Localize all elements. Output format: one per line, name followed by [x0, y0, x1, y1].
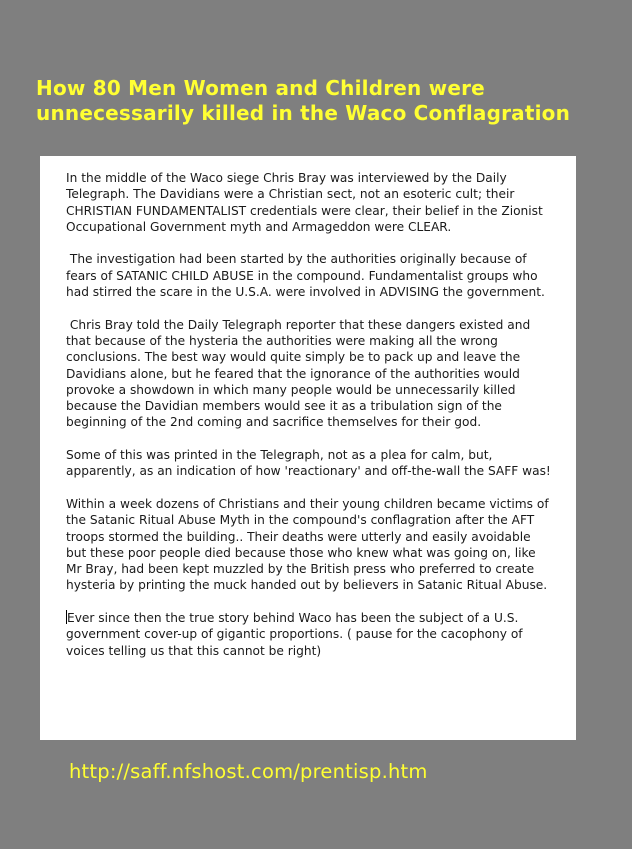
- page-title: How 80 Men Women and Children were unnecessarily killed in the Waco Conflagration: [36, 76, 571, 125]
- paragraph-5: Within a week dozens of Christians and their young children became victims of the Satanic Ritual Abuse Myth in the compound's conflagration after the AFT troops stormed the building.. Their deaths were utterly and easily avoidable but these poor people died because those who knew what was going on, like Mr Bray, had been kept muzzled by the British press who preferred to create hysteria by printing the muck handed out by believers in Satanic Ritual Abuse.: [66, 496, 553, 593]
- article-body: [66, 170, 552, 659]
- source-url[interactable]: http://saff.nfshost.com/prentisp.htm: [69, 760, 428, 783]
- paragraph-4: Some of this was printed in the Telegraph, not as a plea for calm, but, apparently, as an indication of how 'reactionary' and off-the-wall the SAFF was!: [66, 448, 551, 479]
- paragraph-3: Chris Bray told the Daily Telegraph reporter that these dangers existed and that because of the hysteria the authorities were making all the wrong conclusions. The best way would quite simply be to pack up and leave the Davidians alone, but he feared that the ignorance of the authorities would provoke a showdown in which many people would be unnecessarily killed because the Davidian members would see it as a tribulation sign of the beginning of the 2nd coming and sacrifice themselves for their god.: [66, 317, 535, 430]
- paragraph-6[interactable]: [66, 610, 552, 659]
- article-panel: [40, 156, 576, 740]
- paragraph-1: In the middle of the Waco siege Chris Bray was interviewed by the Daily Telegraph. The Davidians were a Christian sect, not an esoteric cult; their CHRISTIAN FUNDAMENTALIST credentials were clear, their belief in the Zionist Occupational Government myth and Armageddon were CLEAR.: [66, 171, 547, 234]
- paragraph-6-text: Ever since then the true story behind Waco has been the subject of a U.S. government cover-up of gigantic proportions. ( pause for the cacophony of voices telling us that this cannot be right): [66, 611, 527, 658]
- paragraph-2: The investigation had been started by the authorities originally because of fears of SATANIC CHILD ABUSE in the compound. Fundamentalist groups who had stirred the scare in the U.S.A. were involved in ADVISING the government.: [66, 252, 545, 300]
